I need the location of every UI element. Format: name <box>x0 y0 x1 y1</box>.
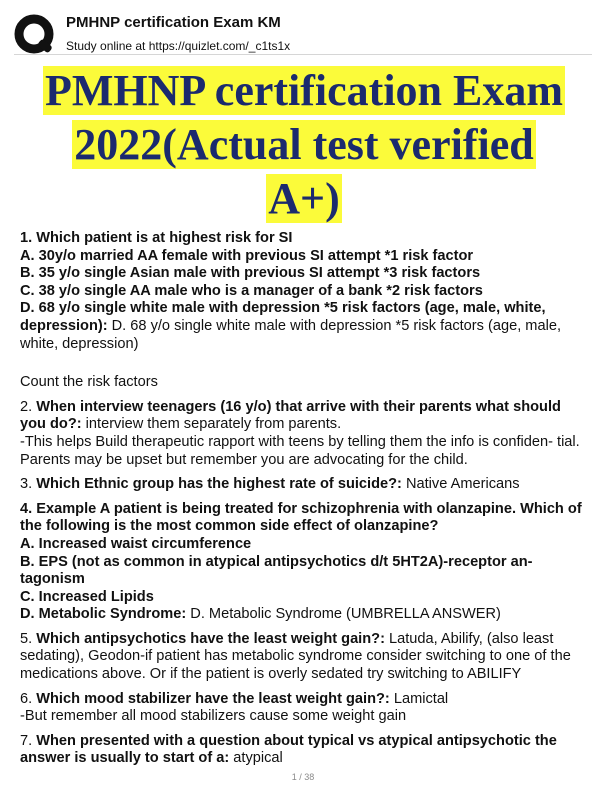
question-4 <box>20 501 590 624</box>
question-text: Which Ethnic group has the highest rate of suicide?: <box>36 476 402 493</box>
question-text: When interview teenagers (16 y/o) that arrive with their parents what should you do?: <box>20 398 561 433</box>
question-number: 2. <box>20 398 37 415</box>
page-number: 1 / 38 <box>291 772 315 782</box>
option-c: C. 38 y/o single AA male who is a manager of a bank *2 risk factors <box>20 282 483 299</box>
document-header <box>14 10 594 58</box>
question-5 <box>20 631 590 684</box>
question-number: 3. <box>20 476 37 493</box>
question-7 <box>20 733 590 768</box>
answer-text: D. Metabolic Syndrome (UMBRELLA ANSWER) <box>186 606 501 623</box>
question-2 <box>20 399 590 469</box>
option-b: B. 35 y/o single Asian male with previous SI attempt *3 risk factors <box>20 265 481 282</box>
answer-text: atypical <box>229 750 283 767</box>
question-text: Which antipsychotics have the least weight gain?: <box>36 630 385 647</box>
question-text: When presented with a question about typical vs atypical antipsychotic the answer is usually to start of a: <box>20 732 557 767</box>
question-number: 4. <box>20 500 37 517</box>
answer-text: Native Americans <box>401 476 520 493</box>
title-line-2: 2022(Actual test verified <box>74 120 534 169</box>
question-3 <box>20 476 590 494</box>
answer-note: -But remember all mood stabilizers cause some weight gain <box>20 708 407 725</box>
quizlet-logo-icon <box>14 14 56 56</box>
question-number: 6. <box>20 690 37 707</box>
answer-note: -This helps Build therapeutic rapport with teens by telling them the info is confiden- tial. Parents may be upset but remember you are advocating for the child. <box>20 433 580 468</box>
header-subtitle: Study online at https://quizlet.com/_c1ts1x <box>66 39 291 53</box>
question-6 <box>20 691 590 726</box>
document-content <box>20 230 590 775</box>
title-line-1: PMHNP certification Exam <box>44 66 564 115</box>
option-b: B. EPS (not as common in atypical antipsychotics d/t 5HT2A)-receptor an- tagonism <box>20 553 533 588</box>
question-number: 1. <box>20 230 37 246</box>
answer-text: Latuda, Abilify, (also least sedating), Geodon-if patient has metabolic syndrome consider switching to one of the medications above. Or if the patient is overly sedated try switching to ABILIFY <box>20 630 571 683</box>
header-title: PMHNP certification Exam KM <box>66 14 281 31</box>
question-text: Example A patient is being treated for schizophrenia with olanzapine. Which of the following is the most common side effect of olanzapine? <box>20 500 582 535</box>
title-line-3: A+) <box>268 174 340 223</box>
answer-text: Lamictal <box>389 690 449 707</box>
option-d: D. 68 y/o single white male with depression *5 risk factors (age, male, white, depression): <box>20 300 546 334</box>
question-text: Which mood stabilizer have the least weight gain?: <box>36 690 390 707</box>
option-c: C. Increased Lipids <box>20 588 154 605</box>
header-divider <box>14 54 592 55</box>
answer-text: D. 68 y/o single white male with depression *5 risk factors (age, male, white, depression) <box>20 317 561 352</box>
answer-text: interview them separately from parents. <box>81 416 342 433</box>
document-title <box>24 64 584 226</box>
question-text: Which patient is at highest risk for SI <box>36 230 293 246</box>
option-a: A. 30y/o married AA female with previous SI attempt *1 risk factor <box>20 247 474 264</box>
option-a: A. Increased waist circumference <box>20 535 252 552</box>
option-d: D. Metabolic Syndrome: <box>20 606 187 623</box>
question-number: 7. <box>20 732 37 749</box>
question-number: 5. <box>20 630 37 647</box>
question-1-note: Count the risk factors <box>20 374 158 391</box>
question-1 <box>20 230 590 353</box>
